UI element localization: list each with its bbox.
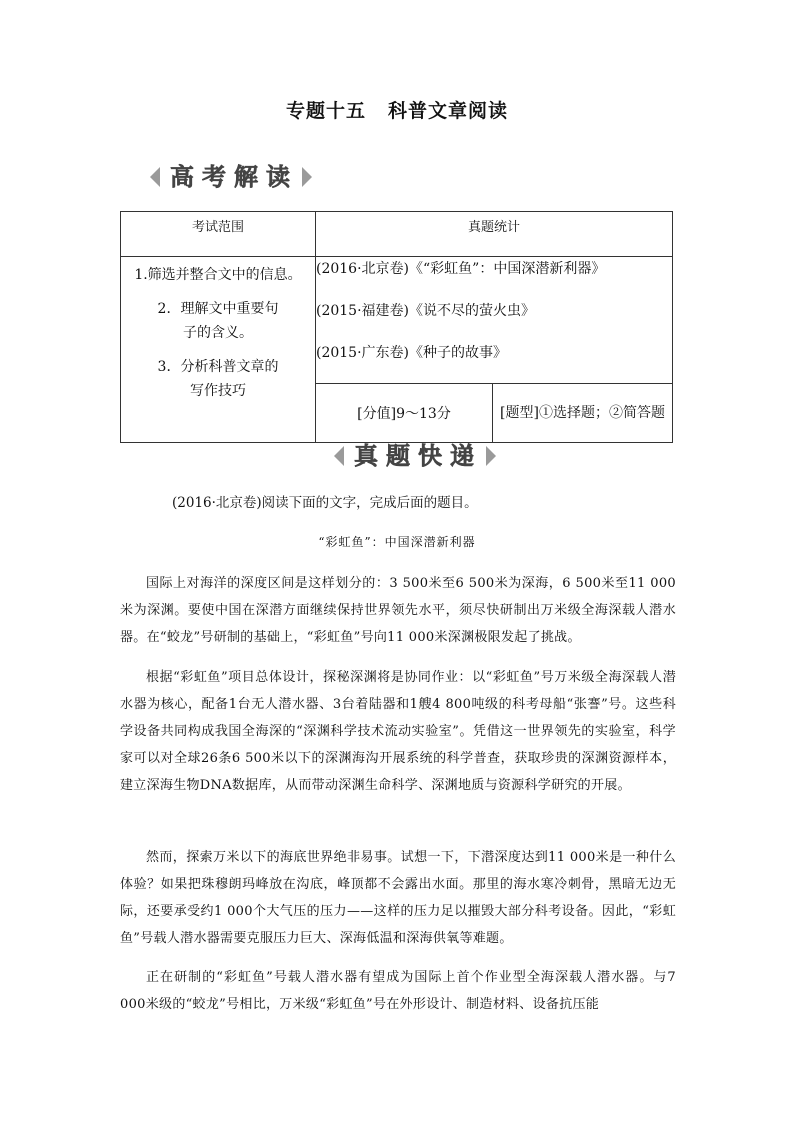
source-item: (2016·北京卷)《“彩虹鱼”：中国深潜新利器》 — [316, 261, 606, 277]
scope-item: 3．分析科普文章的写作技巧 — [157, 359, 279, 399]
page-title — [0, 96, 794, 123]
article-paragraph: 根据“彩虹鱼”项目总体设计，探秘深渊将是协同作业：以“彩虹鱼”号万米级全海深载人潜水器为核心，配备1台无人潜水器、3台着陆器和1艘4 800吨级的科考母船“张謇”号。这些科学设备共同构成我国全海深的“深渊科学技术流动实验室”。凭借这一世界领先的实验室，科学家可以对全球26条6 500米以下的深渊海沟开展系统的科学普查，获取珍贵的深渊资源样本，建立深海生物DNA数据库，从而带动深渊生命科学、深渊地质与资源科学研究的开展。 — [120, 670, 676, 793]
header-scope: 考试范围 — [121, 212, 316, 257]
section-banner-gaokao — [146, 162, 316, 192]
section-banner-zhenti — [330, 441, 500, 471]
table-header-row — [121, 212, 673, 257]
scope-item: 2．理解文中重要句子的含义。 — [157, 301, 279, 341]
exam-info-table — [120, 211, 673, 443]
title-part1: 专题十五 — [285, 100, 366, 122]
table-row — [121, 257, 673, 384]
source-item: (2015·福建卷)《说不尽的萤火虫》 — [316, 303, 536, 319]
source-item: (2015·广东卷)《种子的故事》 — [316, 345, 508, 361]
article-paragraph: 正在研制的“彩虹鱼”号载人潜水器有望成为国际上首个作业型全海深载人潜水器。与7 000米级的“蛟龙”号相比，万米级“彩虹鱼”号在外形设计、制造材料、设备抗压能 — [120, 970, 676, 1012]
sources-cell — [316, 257, 673, 384]
article-paragraph: 国际上对海洋的深度区间是这样划分的：3 500米至6 500米为深海，6 500米至11 000米为深渊。要使中国在深潜方面继续保持世界领先水平，须尽快研制出万米级全海深载人潜水器。在“蛟龙”号研制的基础上，“彩虹鱼”号向11 000米深渊极限发起了挑战。 — [120, 576, 676, 645]
right-bracket-icon — [302, 164, 316, 190]
article-paragraph: 然而，探索万米以下的海底世界绝非易事。试想一下，下潜深度达到11 000米是一种什么体验？如果把珠穆朗玛峰放在沟底，峰顶都不会露出水面。那里的海水寒冷刺骨，黑暗无边无际，还要承受约1 000个大气压的压力——这样的压力足以摧毁大部分科考设备。因此，“彩虹鱼”号载人潜水器需要克服压力巨大、深海低温和深海供氧等难题。 — [120, 850, 676, 946]
banner-label: 真题快递 — [354, 442, 482, 470]
banner-label: 高考解读 — [170, 163, 298, 191]
right-bracket-icon — [486, 443, 500, 469]
left-bracket-icon — [146, 164, 160, 190]
qtype-cell: [题型]①选择题；②简答题 — [493, 384, 673, 443]
score-cell: [分值]9～13分 — [316, 384, 493, 443]
left-bracket-icon — [330, 443, 344, 469]
title-part2: 科普文章阅读 — [388, 100, 509, 122]
scope-item: 1.筛选并整合文中的信息。 — [134, 267, 302, 283]
header-stats: 真题统计 — [316, 212, 673, 257]
article-title: “彩虹鱼”：中国深潜新利器 — [318, 535, 476, 549]
scope-cell — [121, 257, 316, 443]
question-intro: (2016·北京卷)阅读下面的文字，完成后面的题目。 — [172, 495, 478, 511]
